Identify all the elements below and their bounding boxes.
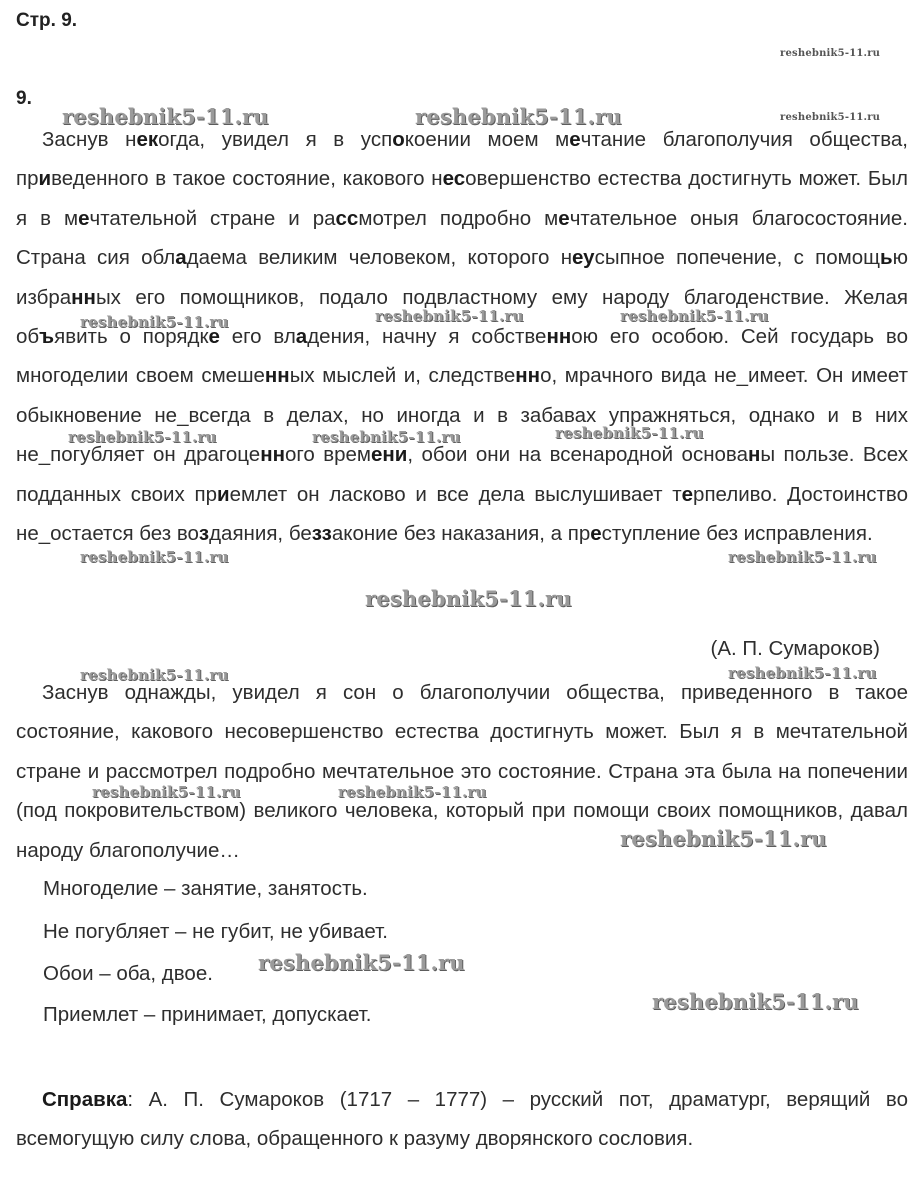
glossary-item: Многоделие – занятие, занятость. [43,877,368,900]
watermark: reshebnik5-11.ru [80,548,229,566]
note-text: : А. П. Сумароков (1717 – 1777) – русский пот, драматург, верящий во всемогущую силу слова, обращенного к разуму дворянского сословия. [16,1088,908,1151]
watermark: reshebnik5-11.ru [620,826,827,851]
author-attribution: (А. П. Сумароков) [710,637,880,660]
watermark: reshebnik5-11.ru [258,950,465,975]
watermark: reshebnik5-11.ru [780,112,881,123]
glossary-item: Обои – оба, двое. [43,962,213,985]
glossary-item: Не погубляет – не губит, не убивает. [43,920,388,943]
watermark: reshebnik5-11.ru [375,307,524,325]
watermark: reshebnik5-11.ru [92,783,241,801]
watermark: reshebnik5-11.ru [652,989,859,1014]
watermark: reshebnik5-11.ru [68,428,217,446]
modern-text: Заснув однажды, увидел я сон о благополучии общества, приведенного в такое состояние, какового несовершенство естества достигнуть может. Был я в мечтательной стране и рассмотрел подробно мечтательное это состояние. Страна эта была на попечении (под покровительством) великого человека, который при помощи своих помощников, давал народу благополучие… [16,681,908,862]
watermark: reshebnik5-11.ru [312,428,461,446]
watermark: reshebnik5-11.ru [80,313,229,331]
original-text: Заснув некогда, увидел я в успокоении моем мечтание благополучия общества, приведенного в такое состояние, какового несовершенство естества достигнуть может. Был я в мечтательной стране и рассмотрел подробно мечтательное оныя благосостояние. Страна сия обладаема великим человеком, которого неусыпное попечение, с помощью избранных его помощников, подало подвластному ему народу благоденствие. Желая объявить о порядке его владения, начну я собственною его особою. Сей государь во многоделии своем смешенных мыслей и, следственно, мрачного вида не_имеет. Он имеет обыкновение не_всегда в делах, но иногда и в забавах упражняться, однако и в них не_погубляет он драгоценного времени, обои они на всенародной основаны пользе. Всех подданных своих приемлет он ласково и все дела выслушивает терпеливо. Достоинство не_остается без воздаяния, беззаконие без наказания, а преступление без исправления. [16,128,909,546]
watermark: reshebnik5-11.ru [365,586,572,611]
page-label: Стр. 9. [16,10,78,31]
reference-note [16,1080,908,1159]
note-label: Справка [42,1088,128,1111]
watermark: reshebnik5-11.ru [728,548,877,566]
watermark: reshebnik5-11.ru [728,664,877,682]
watermark: reshebnik5-11.ru [62,104,269,129]
glossary-item: Приемлет – принимает, допускает. [43,1003,372,1026]
task-number: 9. [16,88,32,109]
watermark: reshebnik5-11.ru [780,48,881,59]
watermark: reshebnik5-11.ru [338,783,487,801]
watermark: reshebnik5-11.ru [80,666,229,684]
watermark: reshebnik5-11.ru [415,104,622,129]
watermark: reshebnik5-11.ru [555,424,704,442]
watermark: reshebnik5-11.ru [620,307,769,325]
